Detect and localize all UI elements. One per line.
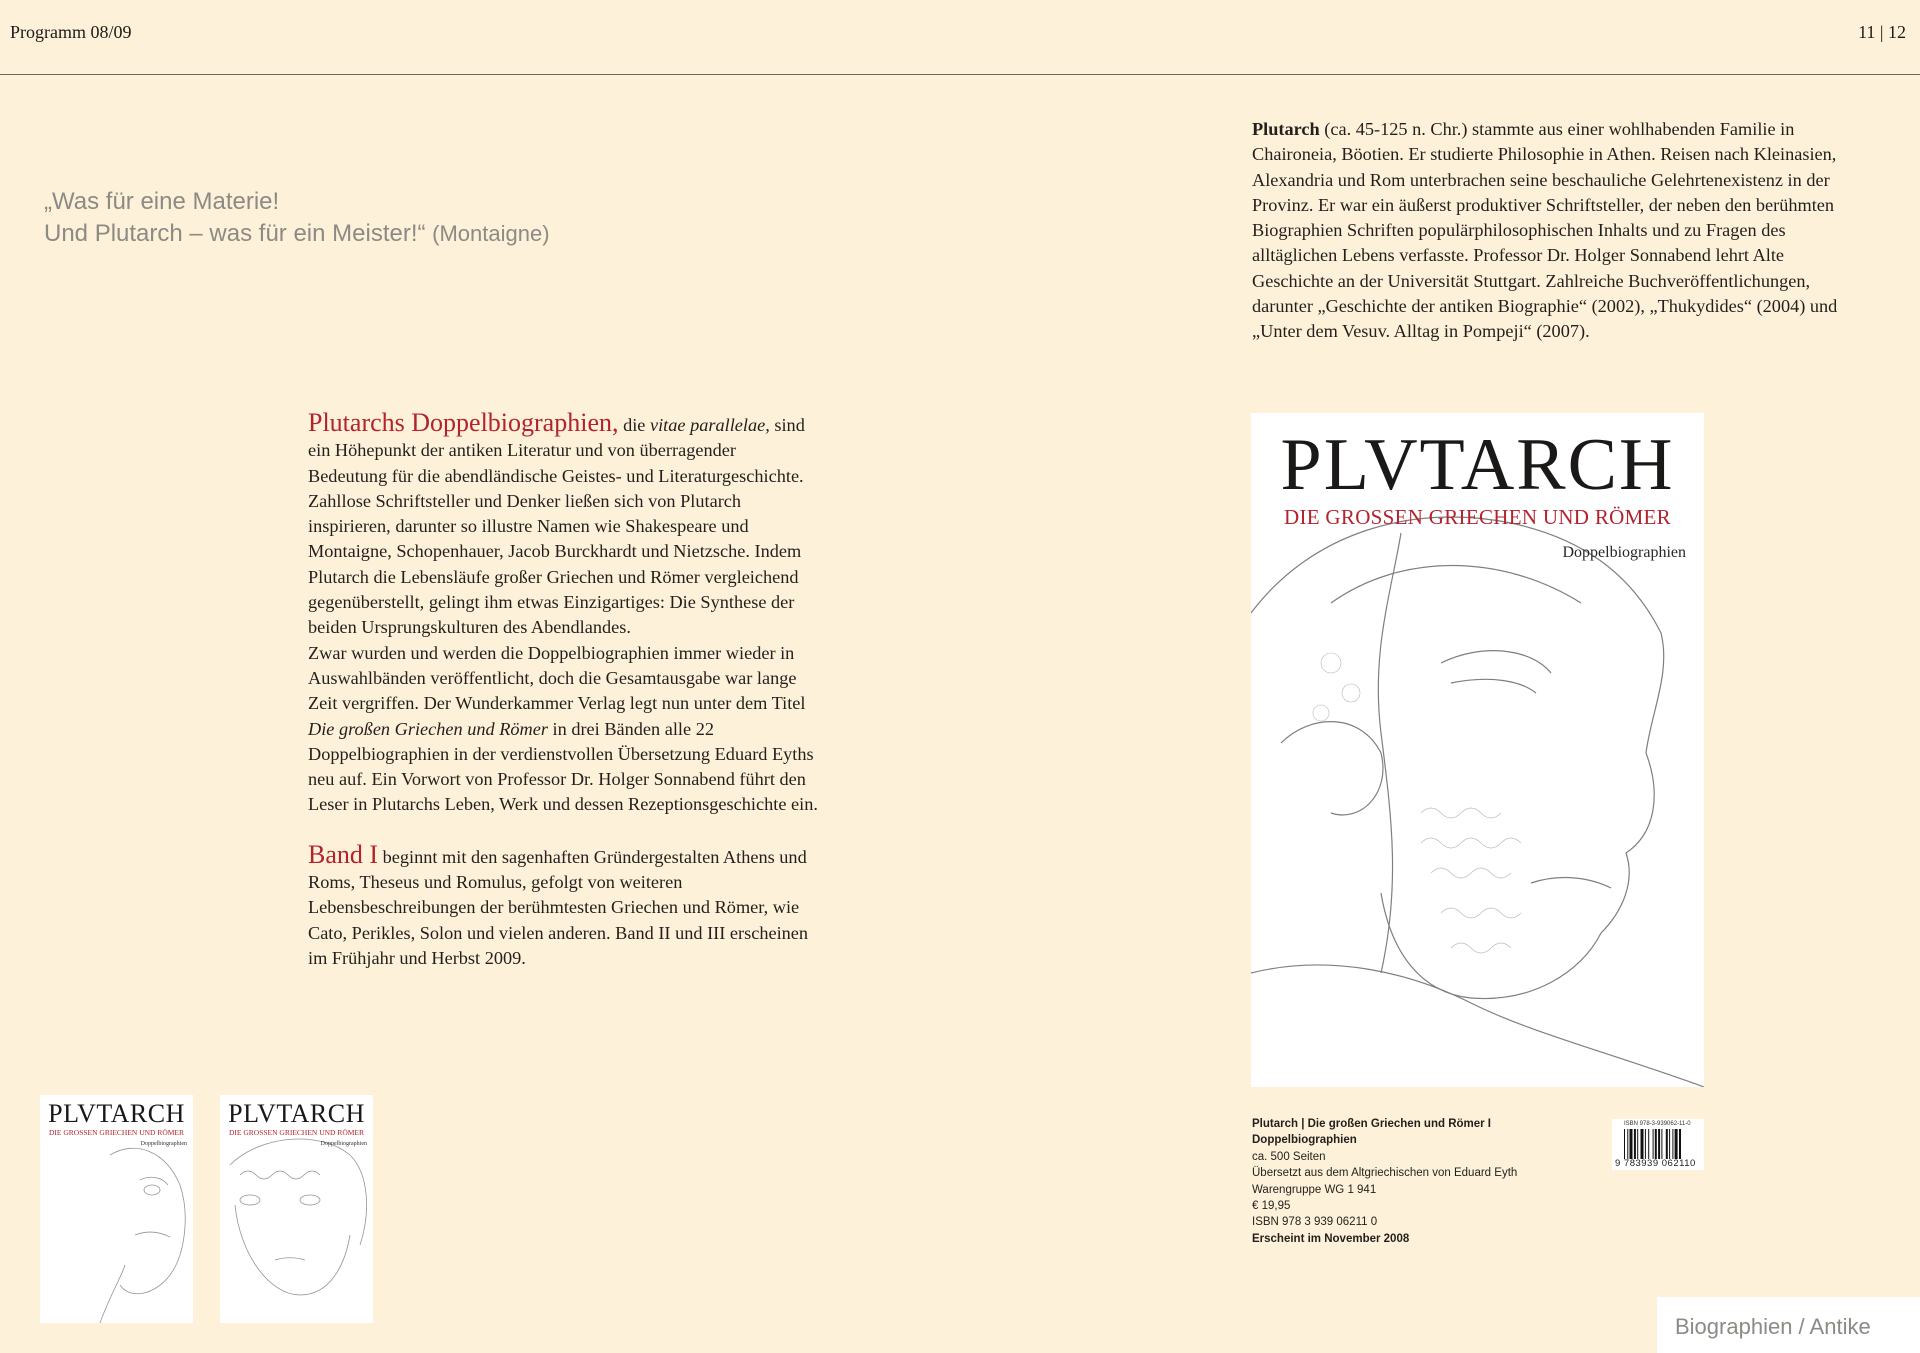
quote-line-1: „Was für eine Materie! [44, 188, 280, 215]
italic-vitae-parallelae: vitae parallelae, [649, 415, 770, 435]
quote-line-2 [44, 218, 550, 250]
detail-translation: Übersetzt aus dem Altgriechischen von Eduard Eyth [1252, 1167, 1518, 1180]
montaigne-quote [44, 186, 550, 250]
thumb-2-subtitle: DIE GROSSEN GRIECHEN UND RÖMER [228, 1128, 364, 1137]
barcode-bar [1672, 1129, 1673, 1159]
detail-pages: ca. 500 Seiten [1252, 1150, 1326, 1163]
barcode-bar [1653, 1129, 1654, 1159]
thumbnail-cover-1 [40, 1095, 193, 1323]
detail-release: Erscheint im November 2008 [1252, 1232, 1410, 1245]
text-span: die [618, 415, 650, 435]
text-span: beginnt mit den sagenhaften Gründergestalten Athens und Roms, Theseus und Romulus, gefolgt von weiteren Lebensbeschreibungen der berühmtesten Griechen und Römer, wie Cato, Perikles, Solon und vielen anderen. Band II und III erscheinen im Frühjahr und Herbst 2009. [308, 846, 809, 968]
author-bio [1252, 117, 1842, 345]
barcode-bar [1661, 1129, 1662, 1159]
detail-isbn: ISBN 978 3 939 06211 0 [1252, 1216, 1378, 1229]
paragraph-band-1 [308, 839, 818, 971]
main-article [308, 410, 818, 971]
barcode-isbn-label: ISBN 978-3-939062-11-0 [1624, 1121, 1691, 1127]
lead-band-1: Band I [308, 839, 379, 869]
isbn-barcode [1612, 1119, 1704, 1170]
barcode-bar [1658, 1129, 1660, 1159]
barcode-bar [1666, 1129, 1668, 1159]
quote-attribution: (Montaigne) [432, 221, 550, 246]
detail-price: € 19,95 [1252, 1200, 1291, 1213]
barcode-bar [1645, 1129, 1646, 1159]
thumb-1-series: Doppelbiographien [140, 1141, 187, 1147]
barcode-bar [1641, 1129, 1644, 1159]
detail-product-group: Warengruppe WG 1 941 [1252, 1183, 1377, 1196]
program-label: Programm 08/09 [10, 22, 132, 42]
barcode-bar [1634, 1129, 1636, 1159]
detail-subtitle: Doppelbiographien [1252, 1134, 1357, 1147]
detail-title: Plutarch | Die großen Griechen und Römer I [1252, 1118, 1492, 1130]
bio-text: (ca. 45-125 n. Chr.) stammte aus einer wohlhabenden Familie in Chaironeia, Böotien. Er studierte Philosophie in Athen. Reisen nach Kleinasien, Alexandria und Rom unterbrachen seine beschauliche Gelehrtenexistenz in der Provinz. Er war ein äußerst produktiver Schriftsteller, der neben den berühmten Biographien Schriften populärphilosophischen Inhalts und zu Fragen des alltäglichen Lebens verfasste. Professor Dr. Holger Sonnabend lehrt Alte Geschichte an der Universität Stuttgart. Zahlreiche Buchveröffentlichungen, darunter „Geschichte der antiken Biographie“ (2002), „Thukydides“ (2004) und „Unter dem Vesuv. Alltag in Pompeji“ (2007). [1252, 119, 1838, 342]
barcode-bar [1624, 1129, 1625, 1159]
barcode-bars [1624, 1129, 1699, 1159]
paragraph-doppelbiographien [308, 410, 818, 818]
thumb-2-series: Doppelbiographien [320, 1141, 367, 1147]
thumb-1-subtitle: DIE GROSSEN GRIECHEN UND RÖMER [48, 1128, 184, 1137]
text-span: in drei Bänden alle 22 Doppelbiographien in der verdienstvollen Übersetzung Eduard Eyths neu auf. Ein Vorwort von Professor Dr. Holger Sonnabend führt den Leser in Plutarchs Leben, Werk und dessen Rezeptionsgeschichte ein. [308, 718, 818, 815]
cover-subtitle: DIE GROSSEN GRIECHEN UND RÖMER [1283, 505, 1671, 529]
page-numbers: 11 | 12 [1858, 22, 1906, 42]
thumb-2-title: PLVTARCH [228, 1099, 365, 1128]
category-text: Biographien / Antike [1675, 1314, 1871, 1339]
quote-line-2-text: Und Plutarch – was für ein Meister!“ [44, 220, 426, 247]
cover-title: PLVTARCH [1280, 424, 1675, 506]
thumb-1-title: PLVTARCH [48, 1099, 185, 1128]
barcode-digits: 9 783939 062110 [1615, 1158, 1696, 1169]
barcode-bar [1669, 1129, 1670, 1159]
text-span: Zwar wurden und werden die Doppelbiographien immer wieder in Auswahlbänden veröffentlicht, doch die Gesamtausgabe war lange Zeit vergriffen. Der Wunderkammer Verlag legt nun unter dem Titel [308, 642, 806, 714]
thumbnail-cover-2 [220, 1095, 373, 1323]
barcode-bar [1637, 1129, 1638, 1159]
book-cover [1251, 413, 1704, 1087]
category-label [1657, 1297, 1920, 1353]
barcode-bar [1655, 1129, 1657, 1159]
header-divider [0, 74, 1920, 75]
book-details [1252, 1116, 1632, 1247]
barcode-bar [1675, 1129, 1678, 1159]
barcode-bar [1648, 1129, 1649, 1159]
lead-doppelbiographien: Plutarchs Doppelbiographien, [308, 408, 619, 437]
bio-name: Plutarch [1252, 119, 1320, 139]
cover-series: Doppelbiographien [1562, 544, 1686, 561]
text-span: sind ein Höhepunkt der antiken Literatur und von überragender Bedeutung für die abendländische Geistes- und Literaturgeschichte. Zahllose Schriftsteller und Denker ließen sich von Plutarch inspirieren, darunter so illustre Namen wie Shakespeare und Montaigne, Schopenhauer, Jacob Burckhardt und Nietzsche. Indem Plutarch die Lebensläufe großer Griechen und Römer vergleichend gegenüberstellt, gelingt ihm etwas Einzigartiges: Die Synthese der beiden Ursprungskulturen des Abendlandes. [308, 415, 805, 638]
barcode-bar [1627, 1129, 1628, 1159]
italic-book-title: Die großen Griechen und Römer [308, 718, 548, 739]
barcode-bar [1679, 1129, 1681, 1159]
barcode-bar [1630, 1129, 1633, 1159]
